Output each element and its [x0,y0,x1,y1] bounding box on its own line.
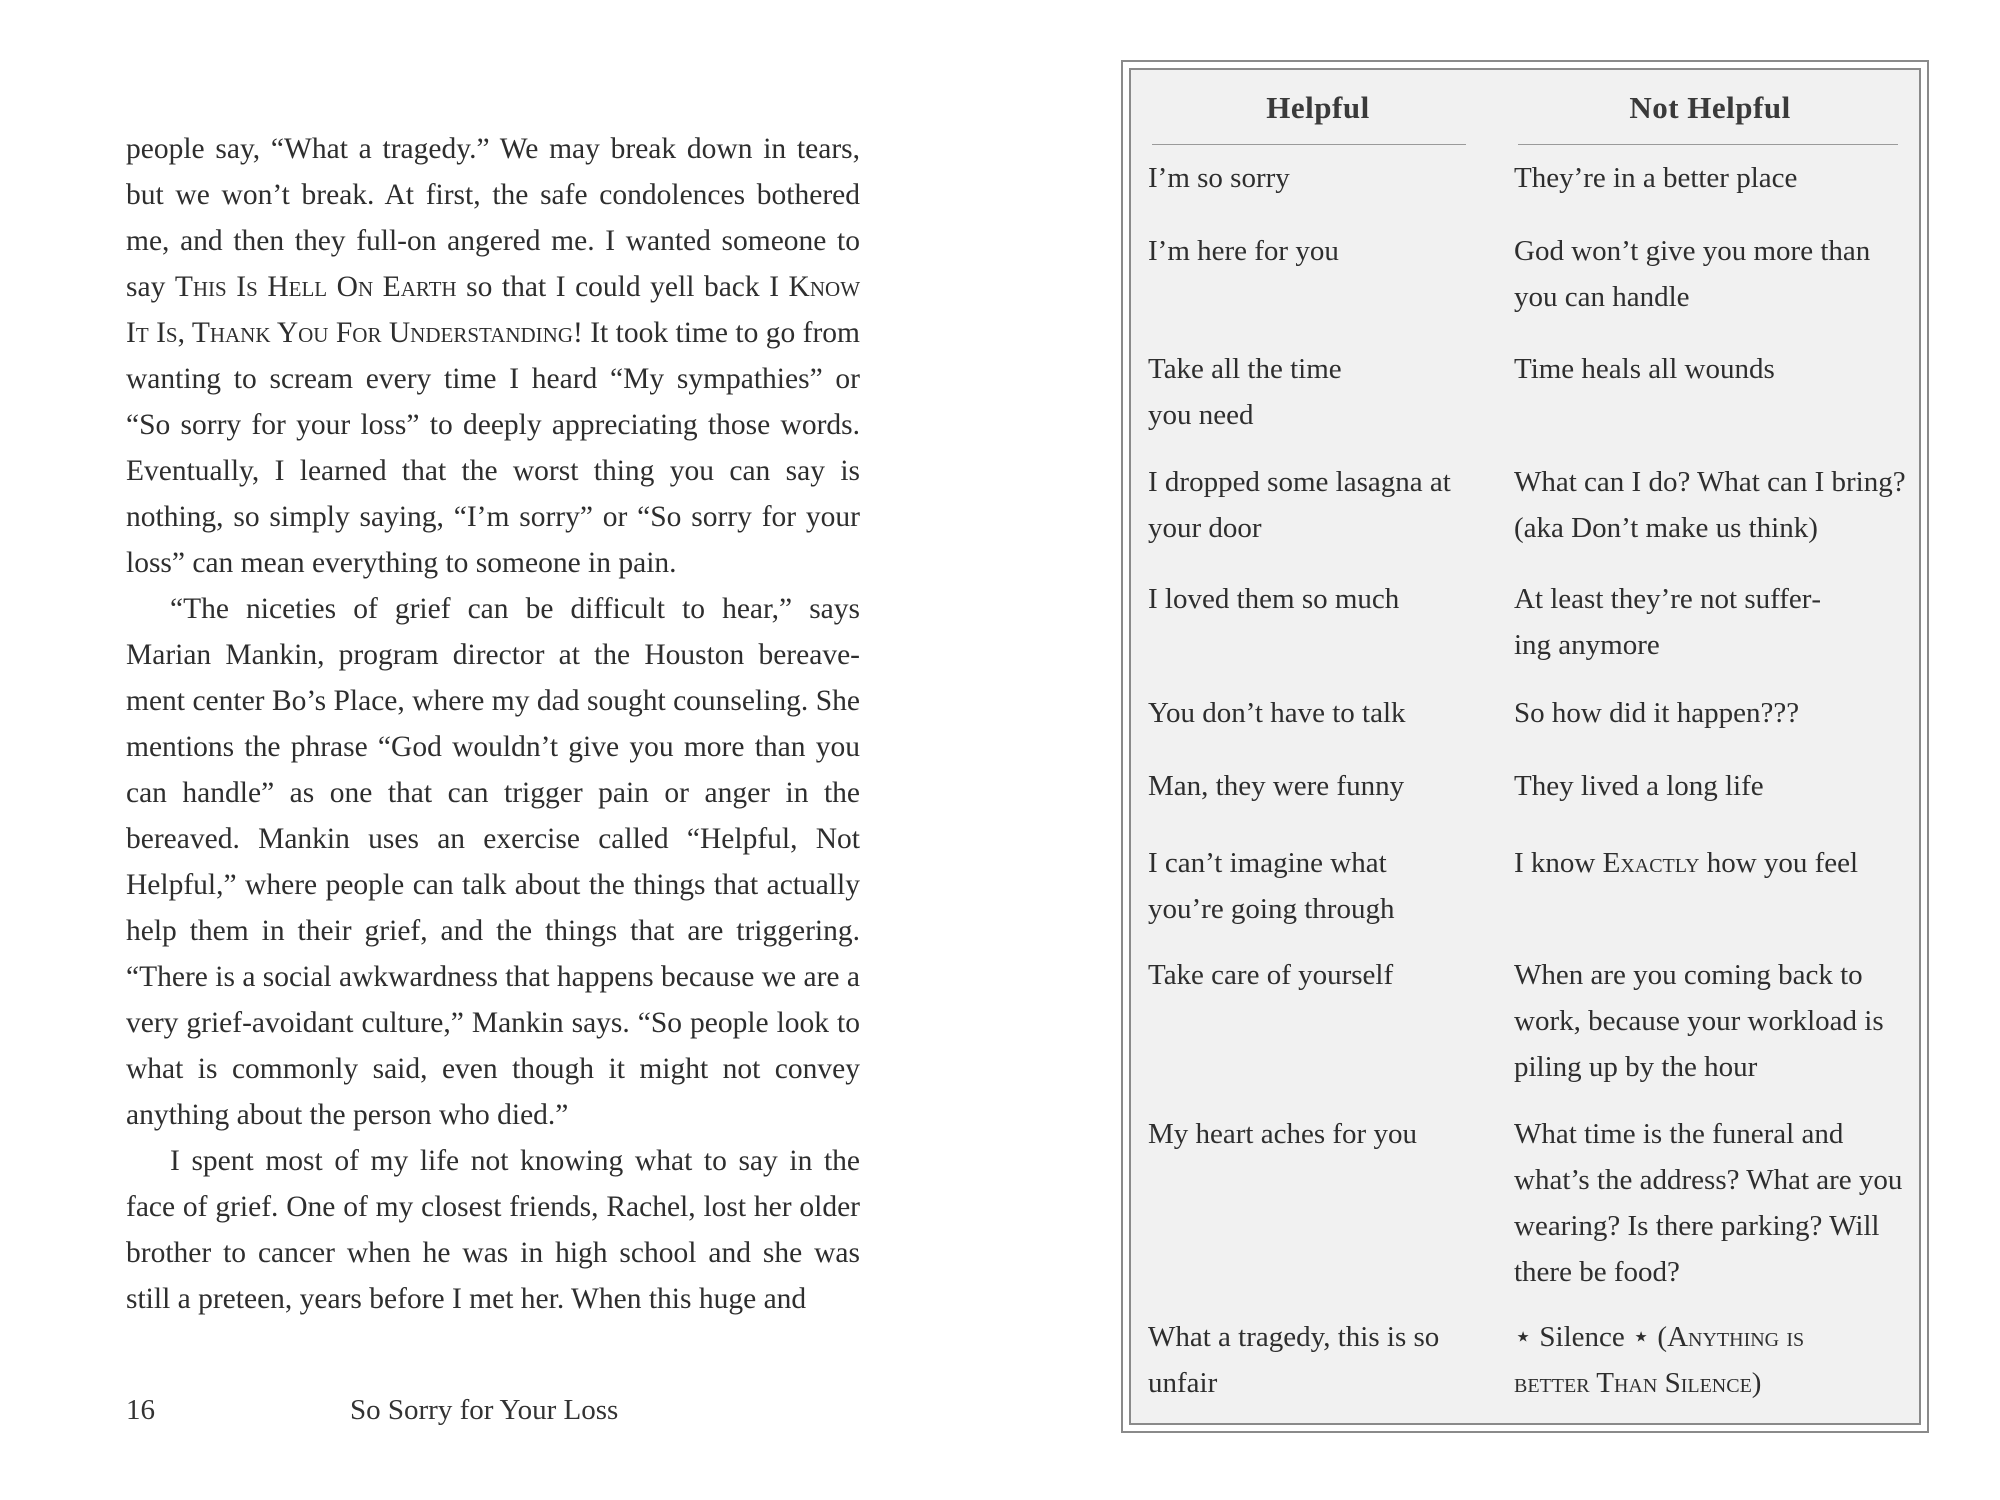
helpful-column-header: Helpful [1266,90,1370,125]
text-run: At least they’re not suffering anymore [1514,583,1822,661]
small-caps-text: Exactly [1602,847,1700,879]
helpful-phrase [1148,1111,1488,1157]
text-run: Take care of yourself [1148,959,1394,991]
not-helpful-column-header: Not Helpful [1629,90,1791,125]
header-rule [1518,144,1898,145]
helpful-phrase [1148,228,1488,274]
not-helpful-phrase [1514,576,1844,668]
running-title: So Sorry for Your Loss [350,1394,619,1426]
helpful-phrase [1148,690,1488,736]
not-helpful-phrase [1514,228,1914,320]
not-helpful-phrase [1514,952,1914,1090]
body-paragraph [126,1138,860,1322]
helpful-phrase [1148,459,1484,551]
helpful-phrase [1148,155,1488,201]
not-helpful-phrase [1514,1314,1874,1406]
small-caps-text: Anything is better Than Silence [1514,1321,1805,1399]
not-helpful-phrase [1514,1111,1904,1295]
text-run: My heart aches for you [1148,1118,1417,1150]
body-paragraph [126,126,860,586]
text-run: So how did it happen??? [1514,697,1800,729]
helpful-phrase [1148,576,1488,622]
not-helpful-phrase [1514,840,1914,886]
text-run: people say, “What a tragedy.” We may break down in tears, but we won’t break. At first, the safe condolences bothered me, and then they full-on angered me. I wanted someone to say [126,133,860,303]
text-run: how you feel [1699,847,1859,879]
not-helpful-phrase [1514,690,1914,736]
text-run: What can I do? What can I bring? (aka Don’t make us think) [1514,466,1906,544]
not-helpful-phrase [1514,346,1914,392]
text-run: Man, they were funny [1148,770,1405,802]
body-paragraph [126,586,860,1138]
text-run: It took time to go from wanting to scream every time I heard “My sympathies” or “So sorry for your loss” to deeply appreciating those words. Eventually, I learned that the worst thing you can say is nothing, so simply saying, “I’m sorry” or “So sorry for your loss” can mean everything to someone in pain. [126,317,860,579]
not-helpful-phrase [1514,155,1914,201]
left-page [126,126,860,1322]
text-run: I can’t imagine what you’re going through [1148,847,1395,925]
small-caps-text: I Know It Is, Thank You For Understanding! [126,271,861,349]
helpful-phrase [1148,346,1378,438]
header-rule [1152,144,1466,145]
text-run: Time heals all wounds [1514,353,1775,385]
text-run: What time is the funeral and what’s the address? What are you wearing? Is there parking? Will there be food? [1514,1118,1903,1288]
text-run: They’re in a better place [1514,162,1798,194]
text-run: ) [1751,1367,1762,1399]
text-run: ⋆ Silence ⋆ ( [1514,1321,1668,1353]
helpful-phrase [1148,763,1488,809]
not-helpful-phrase [1514,763,1914,809]
text-run: I spent most of my life not knowing what to say in the face of grief. One of my closest friends, Rachel, lost her older brother to cancer when he was in high school and she was still a preteen, years before I met her. When this huge and [126,1145,860,1315]
text-run: They lived a long life [1514,770,1764,802]
text-run: You don’t have to talk [1148,697,1406,729]
text-run: God won’t give you more than you can handle [1514,235,1871,313]
helpful-phrase [1148,1314,1448,1406]
small-caps-text: This Is Hell On Earth [174,271,457,303]
text-run: I’m so sorry [1148,162,1290,194]
not-helpful-phrase [1514,459,1914,551]
text-run: so that I could yell back [456,271,770,303]
text-run: I know [1514,847,1603,879]
text-run: I loved them so much [1148,583,1400,615]
text-run: What a tragedy, this is so unfair [1148,1321,1440,1399]
helpful-phrase [1148,952,1488,998]
text-run: Take all the time you need [1148,353,1342,431]
text-run: “The niceties of grief can be difficult to hear,” says Marian Mankin, program director at the Houston bereavement center Bo’s Place, where my dad sought counseling. She mentions the phrase “God wouldn’t give you more than you can handle” as one that can trigger pain or anger in the bereaved. Mankin uses an exercise called “Helpful, Not Helpful,” where people can talk about the things that actually help them in their grief, and the things that are triggering. “There is a social awkwardness that happens because we are a very grief-avoidant culture,” Mankin says. “So people look to what is commonly said, even though it might not convey anything about the person who died.” [126,593,860,1131]
text-run: I dropped some lasagna at your door [1148,466,1451,544]
helpful-phrase [1148,840,1438,932]
text-run: I’m here for you [1148,235,1339,267]
text-run: When are you coming back to work, because your workload is piling up by the hour [1514,959,1884,1083]
page-number: 16 [126,1394,155,1426]
